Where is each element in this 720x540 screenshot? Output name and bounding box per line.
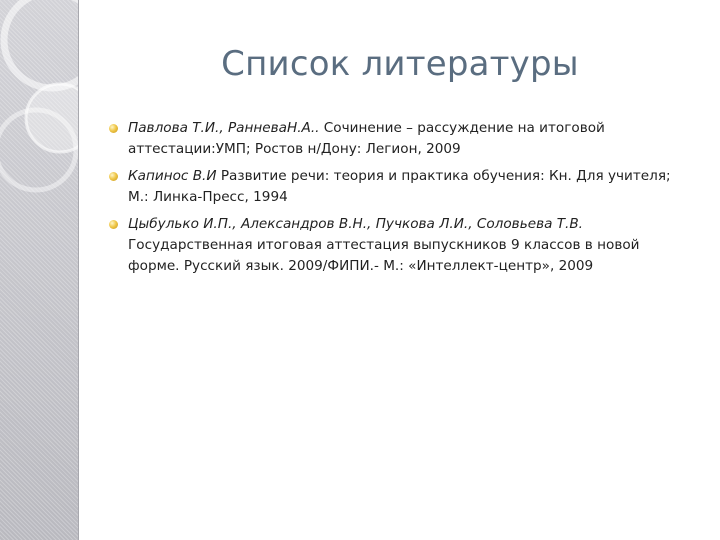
bullet-icon xyxy=(109,172,118,181)
bullet-icon xyxy=(109,124,118,133)
decorative-sidebar xyxy=(0,0,79,540)
bullet-icon xyxy=(109,220,118,229)
reference-authors: Павлова Т.И., РанневаН.А.. xyxy=(128,120,320,136)
slide-title: Список литературы xyxy=(221,44,579,84)
reference-text: Государственная итоговая аттестация выпускников 9 классов в новой форме. Русский язык. 2009/ФИПИ.- М.: «Интеллект-центр», 2009 xyxy=(128,237,640,274)
reference-item xyxy=(128,214,688,277)
circle-ornament-icon xyxy=(0,0,78,540)
reference-text: Сочинение – рассуждение на итоговой аттестации:УМП; Ростов н/Дону: Легион, 2009 xyxy=(128,120,605,157)
reference-text: Развитие речи: теория и практика обучения: Кн. Для учителя; М.: Линка-Пресс, 1994 xyxy=(128,168,671,205)
reference-authors: Капинос В.И xyxy=(128,168,217,184)
reference-authors: Цыбулько И.П., Александров В.Н., Пучкова Л.И., Соловьева Т.В. xyxy=(128,216,583,232)
reference-item xyxy=(128,166,688,208)
reference-item xyxy=(128,118,688,160)
reference-list xyxy=(128,118,688,283)
